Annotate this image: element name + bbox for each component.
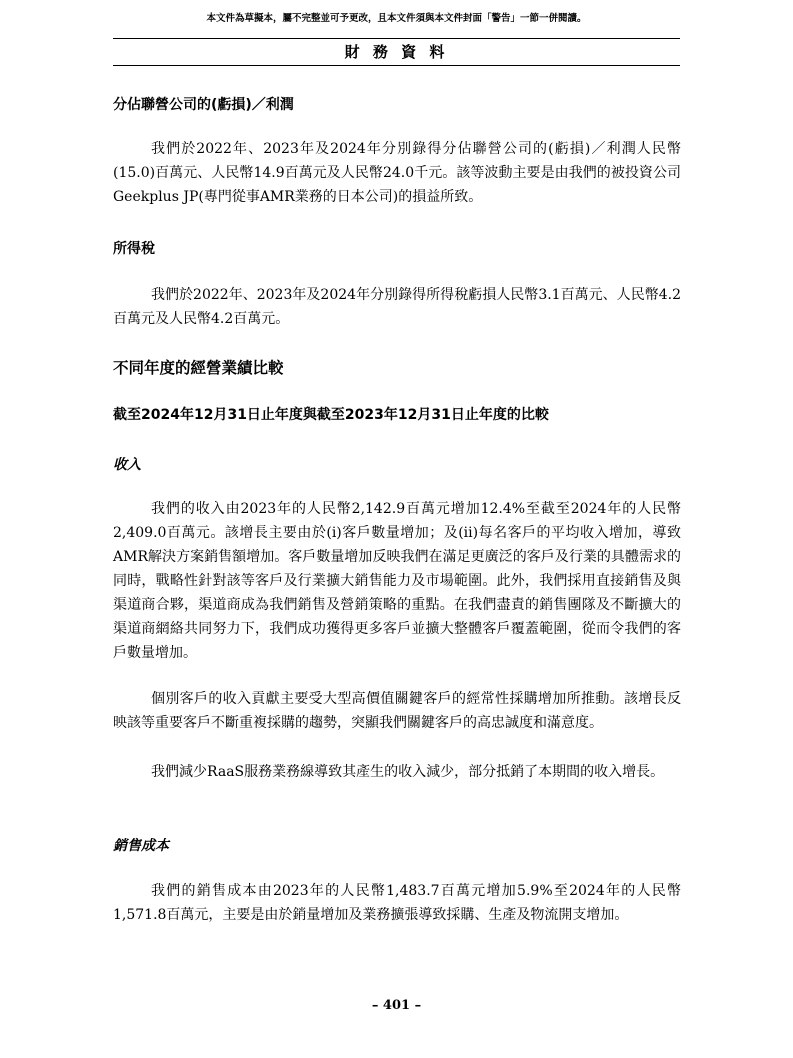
revenue-paragraph-2: 個別客戶的收入貢獻主要受大型高價值關鍵客戶的經常性採購增加所推動。該增長反映該等重要客戶不斷重複採購的趨勢，突顯我們關鍵客戶的高忠誠度和滿意度。 [113,691,681,731]
cost-of-sales-heading: 銷售成本 [113,838,169,854]
comparison-heading: 不同年度的經營業績比較 [113,359,284,377]
associates-heading: 分佔聯營公司的(虧損)／利潤 [113,97,294,113]
page-number: – 401 – [371,998,422,1013]
section-title: 財 務 資 料 [113,38,680,66]
revenue-paragraph-1: 我們的收入由2023年的人民幣2,142.9百萬元增加12.4%至截至2024年的人民幣2,409.0百萬元。該增長主要由於(i)客戶數量增加；及(ii)每名客戶的平均收入增加，導致AMR解決方案銷售額增加。客戶數量增加反映我們在滿足更廣泛的客戶及行業的具體需求的同時，戰略性針對該等客戶及行業擴大銷售能力及市場範圍。此外，我們採用直接銷售及與渠道商合夥，渠道商成為我們銷售及營銷策略的重點。在我們盡責的銷售團隊及不斷擴大的渠道商網絡共同努力下，我們成功獲得更多客戶並擴大整體客戶覆蓋範圍，從而令我們的客戶數量增加。 [113,501,681,661]
revenue-paragraph-3: 我們減少RaaS服務業務線導致其產生的收入減少，部分抵銷了本期間的收入增長。 [151,764,665,780]
cost-of-sales-paragraph: 我們的銷售成本由2023年的人民幣1,483.7百萬元增加5.9%至2024年的人民幣1,571.8百萬元，主要是由於銷量增加及業務擴張導致採購、生產及物流開支增加。 [113,883,681,923]
draft-disclaimer: 本文件為草擬本，屬不完整並可予更改，且本文件須與本文件封面「警告」一節一併閱讀。 [206,13,587,24]
comparison-subheading: 截至2024年12月31日止年度與截至2023年12月31日止年度的比較 [113,407,549,423]
revenue-heading: 收入 [113,457,141,473]
associates-paragraph: 我們於2022年、2023年及2024年分別錄得分佔聯營公司的(虧損)／利潤人民幣(15.0)百萬元、人民幣14.9百萬元及人民幣24.0千元。該等波動主要是由我們的被投資公司Geekplus JP(專門從事AMR業務的日本公司)的損益所致。 [113,141,681,205]
income-tax-heading: 所得稅 [113,241,155,257]
income-tax-paragraph: 我們於2022年、2023年及2024年分別錄得所得稅虧損人民幣3.1百萬元、人民幣4.2百萬元及人民幣4.2百萬元。 [113,287,681,327]
